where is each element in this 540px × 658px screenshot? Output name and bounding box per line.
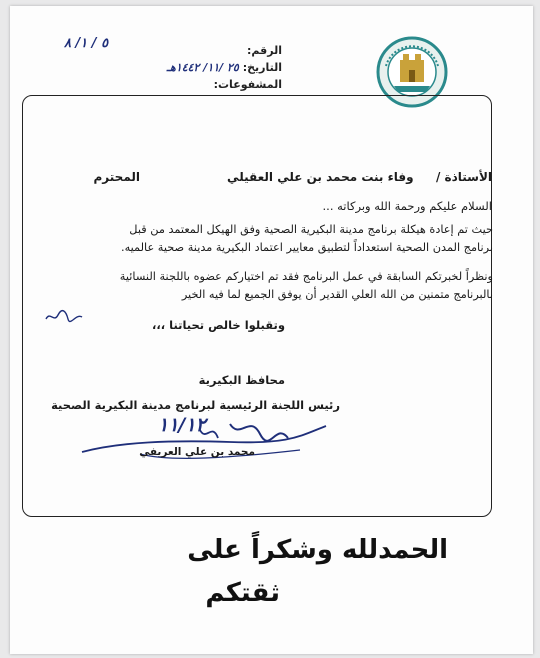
signer-role: رئيس اللجنة الرئيسية لبرنامج مدينة البكيرية الصحية	[51, 398, 340, 412]
thanks-line1: الحمدلله وشكراً على	[187, 535, 448, 565]
addressee-name: وفاء بنت محمد بن علي العقيلي	[227, 170, 414, 184]
date-label: التاريخ:	[242, 61, 282, 74]
addressee-line	[227, 170, 492, 184]
addressee-title: الأستاذة /	[435, 170, 492, 184]
ref-label: الرقم:	[247, 44, 282, 57]
greeting: السلام عليكم ورحمة الله وبركاته ...	[322, 199, 492, 213]
paragraph1-line1: حيث تم إعادة هيكلة برنامج مدينة البكيرية الصحية وفق الهيكل المعتمد من قبل	[129, 223, 493, 236]
attachments-label: المشفوعات:	[213, 78, 282, 91]
honorific: المحترم	[93, 170, 140, 184]
letter-meta	[166, 42, 282, 93]
initial-scribble	[44, 309, 84, 325]
paragraph2-line1: ونظراً لخبرتكم السابقة في عمل البرنامج فقد تم اختياركم عضوه باللجنة النسائية	[119, 270, 493, 283]
paragraph1-line2: برنامج المدن الصحية استعداداً لتطبيق معايير اعتماد البكيرية مدينة صحية عالميه.	[121, 241, 493, 254]
attachments-row	[194, 76, 282, 93]
signer-name: محمد بن علي العريفي	[139, 446, 255, 458]
paragraph2-line2: بالبرنامج متمنين من الله العلي القدير أن يوفق الجميع لما فيه الخير	[181, 288, 493, 301]
date-row	[166, 59, 282, 76]
date-value: ٢٥ /١١/ ١٤٤٢هـ	[166, 61, 239, 74]
signer-title: محافظ البكيرية	[198, 373, 285, 387]
ref-number-handwritten: ٥ / ١/ ٨	[64, 36, 109, 51]
closing-line: وتقبلوا خالص تحياتنا ،،،	[152, 318, 285, 332]
signature-date: ١١/١٢	[158, 414, 206, 436]
ref-row	[194, 42, 282, 59]
thanks-line2: ثقتكم	[205, 578, 280, 608]
